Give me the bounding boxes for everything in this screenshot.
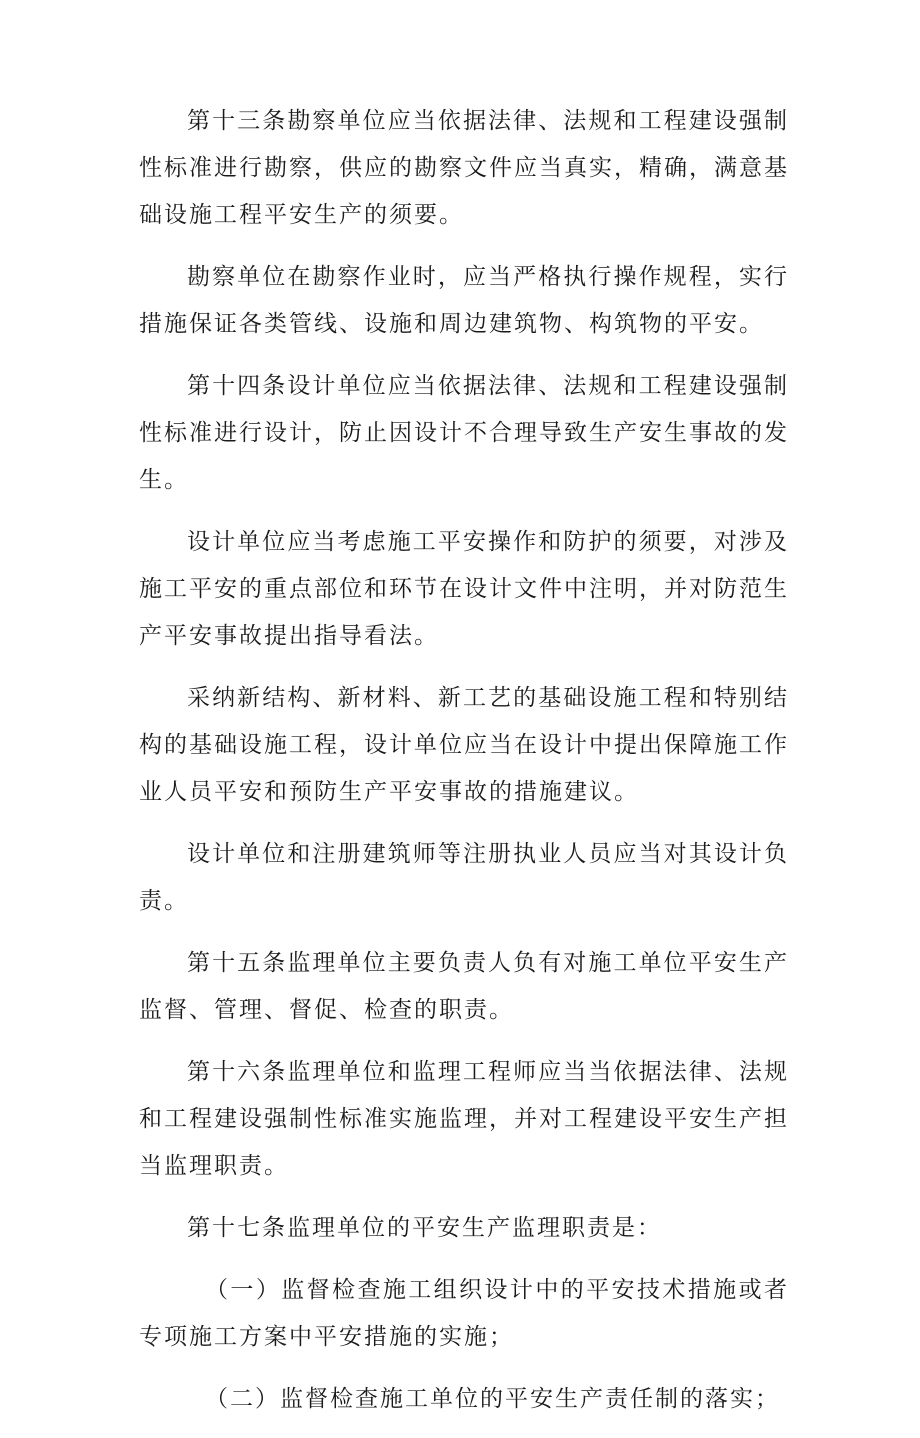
paragraph-design-safety: 设计单位应当考虑施工平安操作和防护的须要，对涉及施工平安的重点部位和环节在设计文件中注明，并对防范生产平安事故提出指导看法。	[139, 529, 789, 649]
list-item-1: （一）监督检查施工组织设计中的平安技术措施或者专项施工方案中平安措施的实施；	[139, 1277, 789, 1350]
document-body	[139, 98, 789, 1438]
paragraph-article-15: 第十五条监理单位主要负责人负有对施工单位平安生产监督、管理、督促、检查的职责。	[139, 950, 789, 1023]
paragraph-designer-responsibility: 设计单位和注册建筑师等注册执业人员应当对其设计负责。	[139, 841, 789, 914]
paragraph-new-structures: 采纳新结构、新材料、新工艺的基础设施工程和特别结构的基础设施工程，设计单位应当在设计中提出保障施工作业人员平安和预防生产平安事故的措施建议。	[139, 685, 789, 805]
paragraph-article-13: 第十三条勘察单位应当依据法律、法规和工程建设强制性标准进行勘察，供应的勘察文件应当真实，精确，满意基础设施工程平安生产的须要。	[139, 108, 789, 228]
paragraph-article-17: 第十七条监理单位的平安生产监理职责是：	[187, 1215, 662, 1241]
list-item-2: （二）监督检查施工单位的平安生产责任制的落实；	[205, 1386, 780, 1412]
paragraph-article-14: 第十四条设计单位应当依据法律、法规和工程建设强制性标准进行设计，防止因设计不合理导致生产安生事故的发生。	[139, 373, 789, 493]
paragraph-article-16: 第十六条监理单位和监理工程师应当当依据法律、法规和工程建设强制性标准实施监理，并对工程建设平安生产担当监理职责。	[139, 1059, 789, 1179]
paragraph-survey-operations: 勘察单位在勘察作业时，应当严格执行操作规程，实行措施保证各类管线、设施和周边建筑物、构筑物的平安。	[139, 264, 789, 337]
